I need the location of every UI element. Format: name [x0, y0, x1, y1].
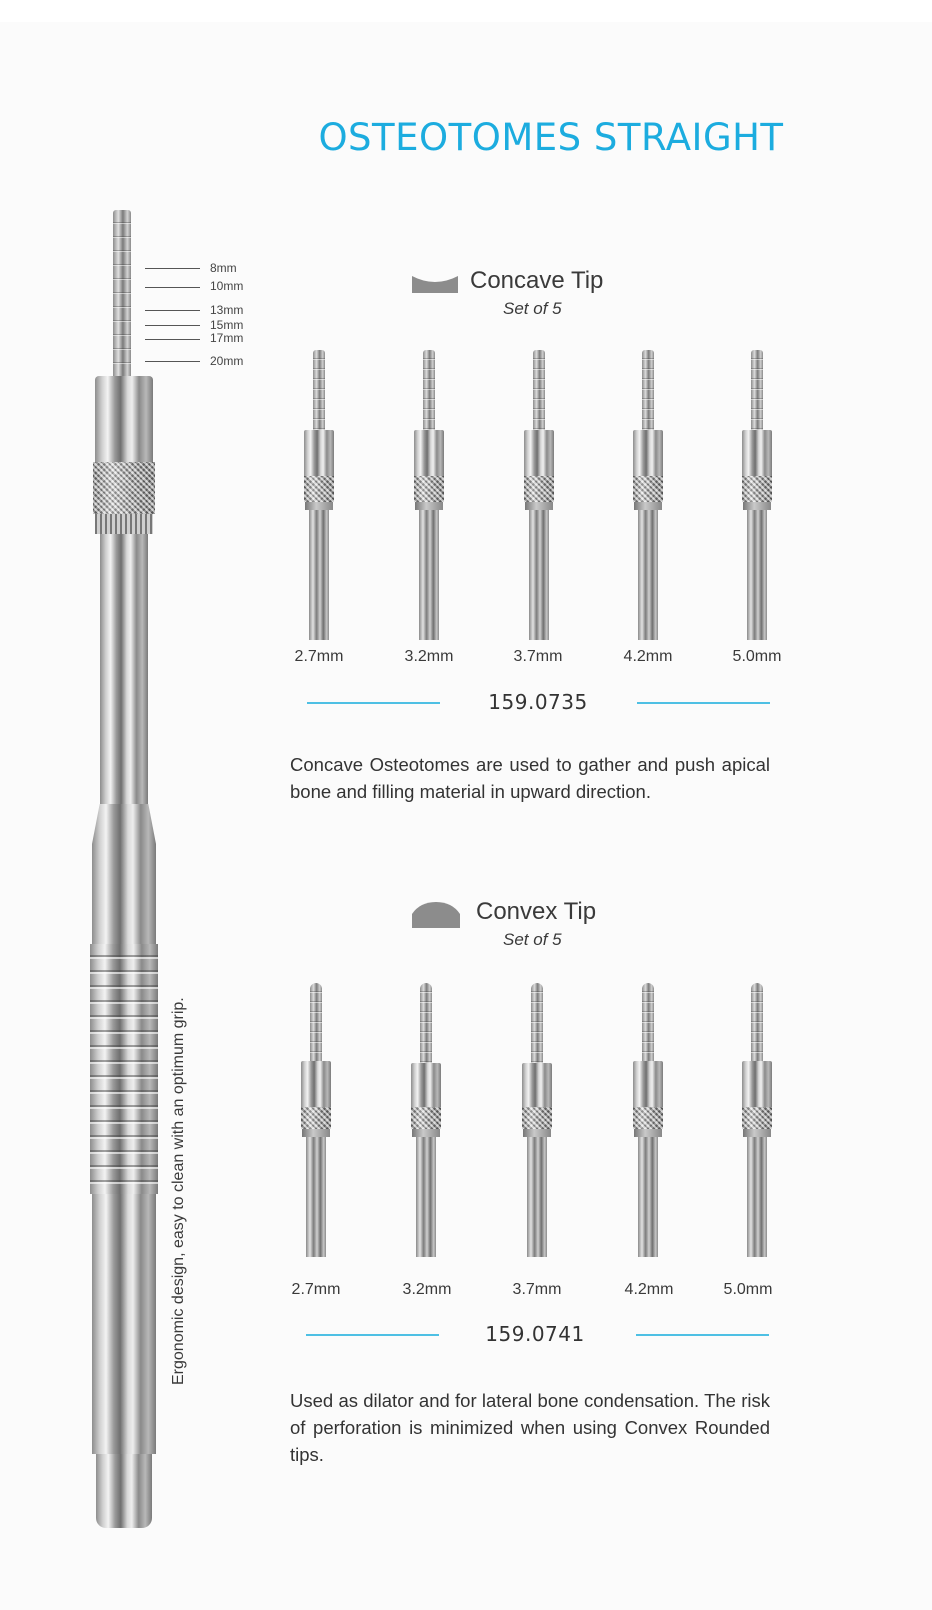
depth-mark-label: 20mm: [210, 354, 244, 368]
divider-rule: [636, 1334, 769, 1336]
handle-caption: Ergonomic design, easy to clean with an optimum grip.: [170, 997, 187, 1385]
size-label: 2.7mm: [291, 1281, 341, 1298]
size-label: 3.7mm: [513, 648, 563, 665]
set-description: Used as dilator and for lateral bone condensation. The risk of perforation is minimized when using Convex Rounded tips.: [290, 1390, 770, 1465]
concave-tip-icon: [412, 276, 458, 293]
divider-rule: [307, 702, 440, 704]
set-description: Concave Osteotomes are used to gather and push apical bone and filling material in upward direction.: [290, 754, 770, 802]
size-label: 4.2mm: [624, 1281, 674, 1298]
product-code: 159.0735: [488, 690, 588, 714]
convex-tip-icon: [412, 902, 460, 928]
divider-rule: [637, 702, 770, 704]
page-title: OSTEOTOMES STRAIGHT: [318, 116, 784, 159]
size-label: 5.0mm: [732, 648, 782, 665]
set-count: Set of 5: [503, 299, 562, 318]
set-count: Set of 5: [503, 930, 562, 949]
depth-mark-label: 8mm: [210, 261, 237, 275]
set-name: Concave Tip: [470, 267, 604, 294]
size-label: 3.7mm: [512, 1281, 562, 1298]
size-label: 5.0mm: [723, 1281, 773, 1298]
product-code: 159.0741: [485, 1322, 585, 1346]
size-label: 3.2mm: [402, 1281, 452, 1298]
depth-mark-label: 17mm: [210, 331, 244, 345]
depth-mark-label: 15mm: [210, 318, 244, 332]
size-label: 3.2mm: [404, 648, 454, 665]
depth-mark-label: 10mm: [210, 279, 244, 293]
top-bar: [0, 0, 932, 22]
set-name: Convex Tip: [476, 898, 597, 925]
size-label: 4.2mm: [623, 648, 673, 665]
size-label: 2.7mm: [294, 648, 344, 665]
divider-rule: [306, 1334, 439, 1336]
depth-mark-label: 13mm: [210, 303, 244, 317]
